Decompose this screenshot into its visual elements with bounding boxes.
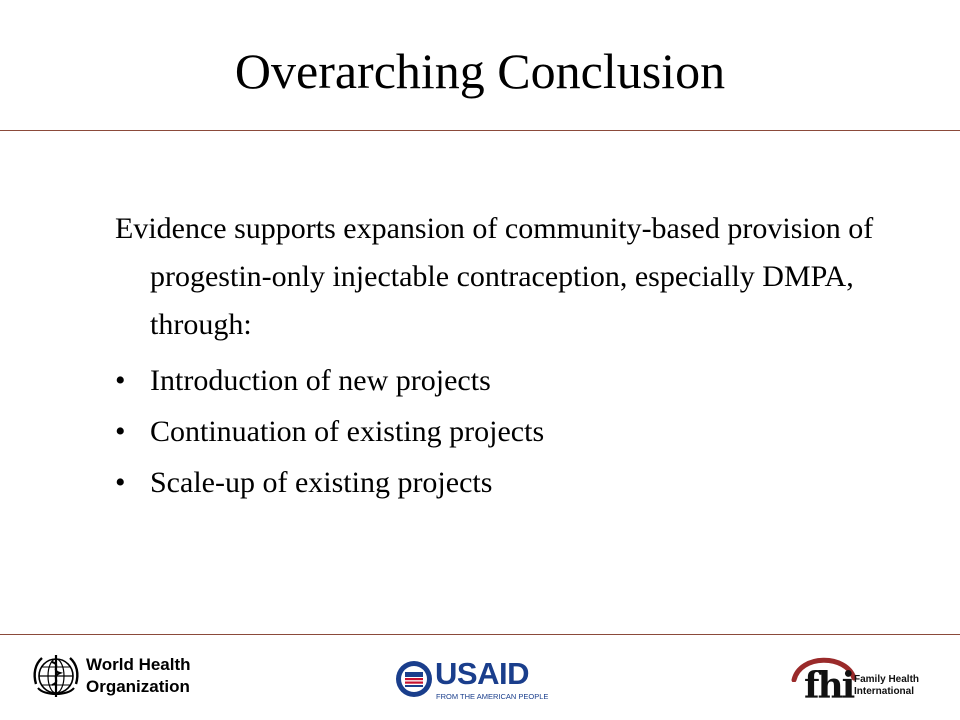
fhi-logo	[790, 652, 940, 708]
who-emblem-icon	[30, 650, 82, 702]
bullet-icon: •	[115, 415, 126, 448]
slide-body	[115, 205, 885, 510]
bullet-item	[115, 459, 885, 507]
bullet-item	[115, 408, 885, 456]
bullet-text: Introduction of new projects	[150, 364, 491, 397]
bullet-item	[115, 357, 885, 405]
bullet-icon: •	[115, 364, 126, 397]
top-divider	[0, 130, 960, 131]
bullet-list	[115, 357, 885, 507]
intro-paragraph: Evidence supports expansion of community-based provision of progestin-only injectable contraception, especially DMPA, through:	[115, 212, 874, 341]
usaid-tagline: FROM THE AMERICAN PEOPLE	[436, 692, 549, 701]
bullet-text: Continuation of existing projects	[150, 415, 545, 448]
bullet-icon: •	[115, 466, 126, 499]
fhi-mark: fhi	[804, 665, 854, 707]
slide-title: Overarching Conclusion	[234, 43, 726, 99]
who-logo-text: World Health Organization	[86, 655, 191, 696]
usaid-wordmark: USAID	[435, 656, 529, 691]
usaid-seal-icon	[395, 660, 433, 698]
fhi-name-text: Family Health International	[854, 674, 920, 697]
bottom-divider	[0, 634, 960, 635]
who-logo	[30, 650, 220, 706]
bullet-text: Scale-up of existing projects	[150, 466, 493, 499]
usaid-logo	[395, 656, 549, 706]
